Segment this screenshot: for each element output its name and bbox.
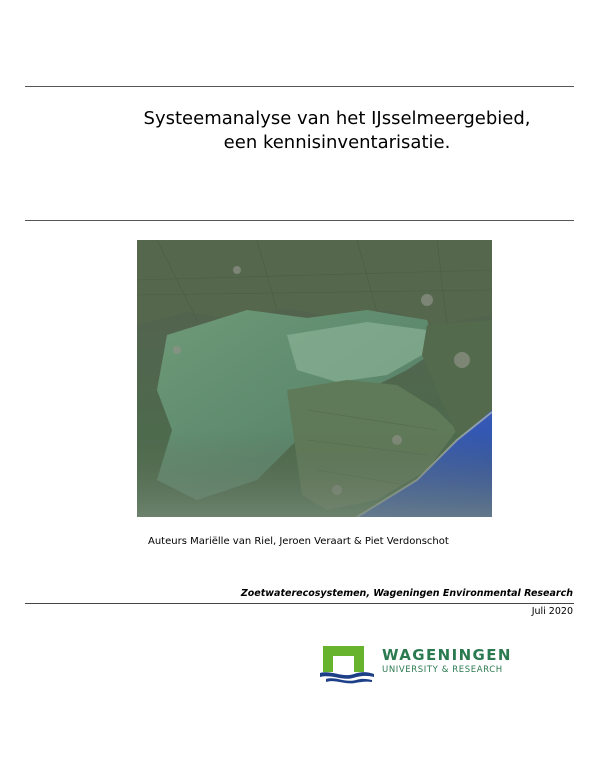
aerial-photo — [137, 240, 492, 517]
authors-line: Auteurs Mariëlle van Riel, Jeroen Veraart & Piet Verdonschot — [148, 536, 449, 547]
top-divider — [25, 86, 574, 87]
haze — [137, 430, 492, 517]
wur-gate-icon — [320, 642, 374, 684]
title-line-1: Systeemanalyse van het IJsselmeergebied, — [143, 108, 531, 129]
publication-date: Juli 2020 — [531, 606, 573, 617]
logo-subtitle: UNIVERSITY & RESEARCH — [382, 665, 503, 675]
department-line: Zoetwaterecosystemen, Wageningen Environmental Research — [240, 588, 573, 599]
middle-divider — [25, 220, 574, 221]
title-line-2: een kennisinventarisatie. — [223, 132, 451, 153]
bottom-divider — [25, 603, 574, 604]
logo-wordmark: WAGENINGEN — [382, 646, 512, 664]
wur-logo — [320, 642, 520, 684]
